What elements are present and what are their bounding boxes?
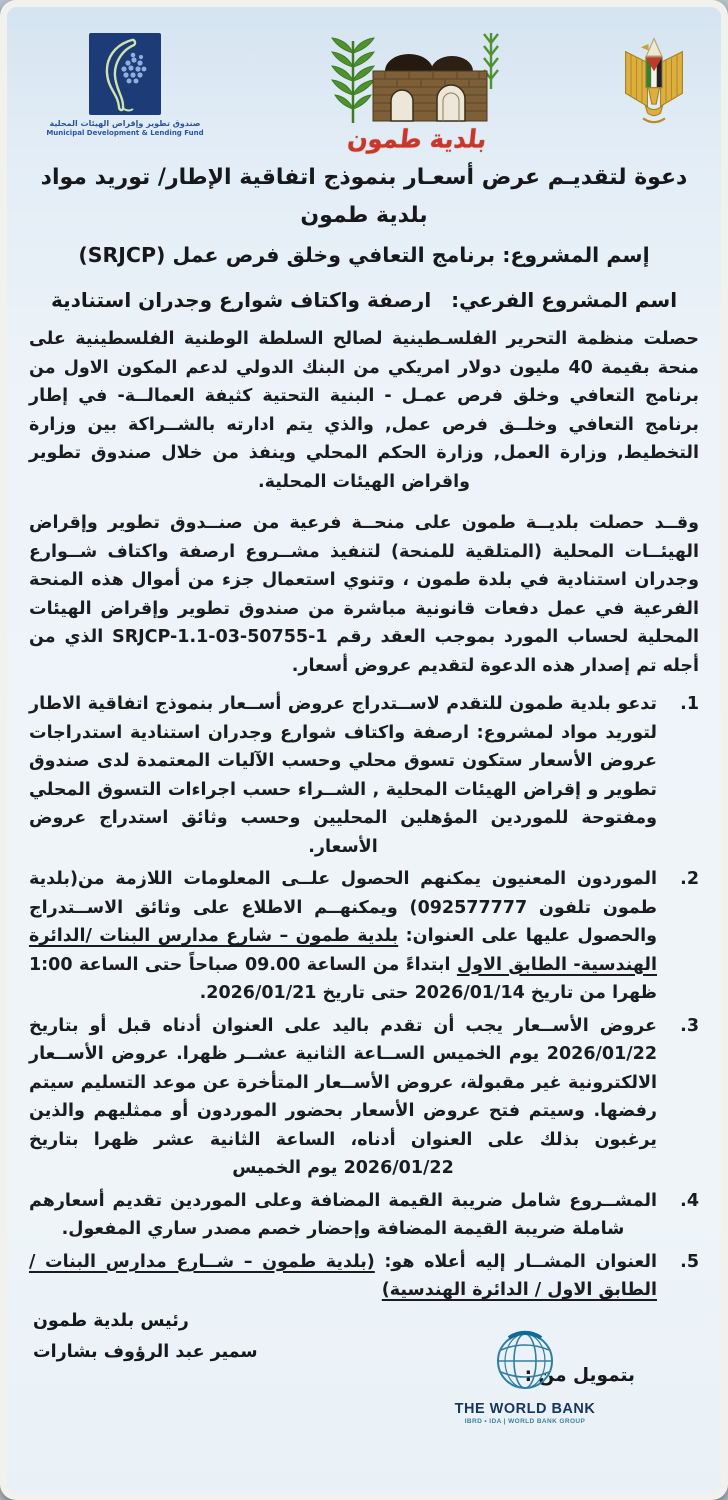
title-block [7, 165, 721, 312]
mdlf-name-arabic: صندوق تطوير وإقراض الهيئات المحلية [49, 119, 201, 128]
list-item [29, 690, 699, 861]
paragraph-grant: حصلت منظمة التحرير الفلسـطينية لصالح السلطة الوطنية الفلسطينية على منحة بقيمة 40 مليون دولار امريكي من البنك الدولي لدعم المكون الاول من برنامج التعافي وخلق فرص عمـل - البنية التحتية كثيفة العمالــة- في إطار برنامج التعافي وخلــق فرص عمل, والذي يتم ادارته بالشــراكة بين وزارة التخطيط, وزارة العمل, وزارة الحكم المحلي وينفذ من خلال صندوق تطوير واقراض الهيئات المحلية. [29, 329, 699, 492]
footer [7, 1305, 721, 1500]
funded-by-label: بتمويل من : [524, 1364, 635, 1386]
paragraph-subgrant: وقــد حصلت بلديــة طمون على منحــة فرعية من صنــدوق تطوير وإقراض الهيئــات المحلية (المتلقية للمنحة) لتنفيذ مشــروع ارصفة واكتاف شــوارع وجدران استنادية في بلدة طمون ، وتنوي استعمال جزء من أموال هذه المنحة الفرعية في عمل دفعات قانونية مباشرة من صندوق تطوير وإقراض الهيئات المحلية لحساب المورد بموجب العقد رقم SRJCP-1.1-03-50755-1 الذي من أجله تم إصدار هذه الدعوة لتقديم عروض أسعار. [29, 513, 699, 676]
list-item [29, 1012, 699, 1183]
world-bank-subtitle: IBRD • IDA | WORLD BANK GROUP [464, 1417, 586, 1425]
municipality-logo-icon [319, 27, 515, 135]
mdlf-logo [35, 27, 215, 138]
document-inner [7, 7, 721, 1493]
world-bank-title: THE WORLD BANK [454, 1400, 596, 1417]
list-item-text-before: العنوان المشــار إليه أعلاه هو: [374, 1251, 657, 1272]
signature-title: رئيس بلدية طمون [33, 1310, 189, 1331]
list-item-number: 3. [680, 1015, 699, 1036]
list-item-number: 5. [680, 1251, 699, 1272]
list-item [29, 1248, 699, 1305]
subproject-value: ارصفة واكتاف شوارع وجدران استنادية [50, 288, 432, 312]
list-item-number: 1. [680, 694, 699, 714]
world-bank-logo-icon [479, 1329, 571, 1395]
subproject-label: اسم المشروع الفرعي: [451, 288, 678, 312]
invitation-title: دعوة لتقديـم عرض أسعـار بنموذج اتفاقية الإطار/ توريد مواد [40, 165, 688, 190]
signature-block [33, 1311, 258, 1373]
list-item-number: 2. [680, 869, 699, 889]
municipality-name: بلدية طمون [346, 124, 488, 154]
mdlf-logo-icon [89, 33, 161, 115]
subproject-name [25, 288, 703, 312]
list-item [29, 1187, 699, 1244]
list-item-number: 4. [680, 1190, 699, 1211]
municipality-logo [317, 27, 517, 153]
list-item-text: عروض الأســعار يجب أن تقدم باليد على العنوان أدناه قبل أو بتاريخ 2026/01/22 يوم الخميس الســاعة الثانية عشــر ظهرا. عروض الأســعار الالكترونية غير مقبولة، عروض الأســعار المتأخرة عن موعد التسليم سيتم رفضها. وسيتم فتح عروض الأسعار بحضور الموردون أو ممثليهم والذين يرغبون بذلك على العنوان أدناه، الساعة الثانية عشر ظهرا بتاريخ 2026/01/22 يوم الخميس [29, 1015, 657, 1178]
municipality-title: بلدية طمون [300, 203, 428, 228]
body-text [7, 312, 721, 1305]
project-name: إسم المشروع: برنامج التعافي وخلق فرص عمل (SRJCP) [78, 243, 650, 267]
list-item-text: المشــروع شامل ضريبة القيمة المضافة وعلى الموردين تقديم أسعارهم شاملة ضريبة القيمة المضافة وإحضار خصم مصدر ساري المفعول. [29, 1190, 657, 1239]
list-item-text: تدعو بلدية طمون للتقدم لاســتدراج عروض أســعار بنموذج اتفاقية الاطار لتوريد مواد لمشروع: ارصفة واكتاف شوارع وجدران استنادية استدراجات عروض الأسعار ستكون تسوق محلي وحسب الآليات المعتمدة لدى صندوق تطوير و إقراض الهيئات المحلية , الشــراء حسب اجراءات التسوق المحلي ومفتوحة للموردين المؤهلين المحليين وحسب وثائق استدراج عروض الأسعار. [29, 694, 657, 857]
list-item-text-before: الموردون المعنيون يمكنهم الحصول علــى المعلومات اللازمة من(بلدية طمون تلفون 092577777) ويمكنهــم الاطلاع على وثائق الاســتدراج والحصول عليها على العنوان: [29, 869, 657, 946]
numbered-list [29, 690, 699, 1305]
list-item-text [29, 865, 669, 1008]
address-underlined: (بلدية طمون – شــارع مدارس البنات / الطابق الاول / الدائرة الهندسية) [29, 1251, 657, 1300]
list-item-text [29, 1248, 669, 1305]
list-item-text-after: ابتداءً من الساعة 09.00 صباحاً حتى الساعة 1:00 ظهرا من تاريخ 2026/01/14 حتى تاريخ 2026/01/21. [29, 954, 657, 1003]
world-bank-logo [445, 1329, 605, 1425]
header-logos [7, 7, 721, 154]
list-item [29, 865, 699, 1008]
palestine-emblem [619, 27, 693, 151]
palestine-emblem-icon [619, 35, 689, 147]
signature-name: سمير عبد الرؤوف بشارات [33, 1341, 258, 1362]
mdlf-name-english: Municipal Development & Lending Fund [46, 129, 204, 138]
address-underlined: بلدية طمون – شارع مدارس البنات /الدائرة الهندسية- الطابق الاول [29, 926, 657, 975]
